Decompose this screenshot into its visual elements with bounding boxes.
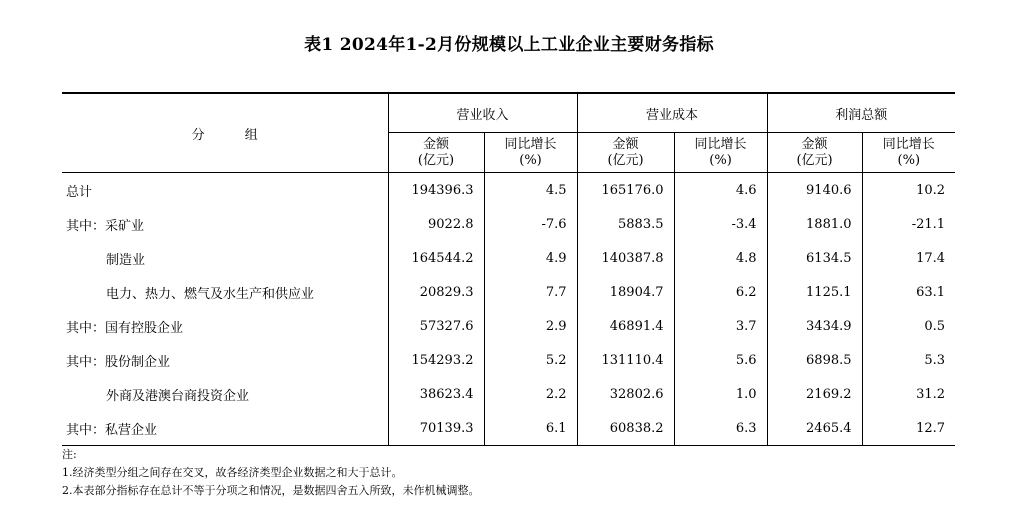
group-column-header: 分 组 — [62, 93, 388, 173]
cost-amount-header: 金额 (亿元) — [577, 133, 674, 173]
revenue-header: 营业收入 — [388, 93, 577, 133]
cost-amount-cell: 18904.7 — [577, 275, 674, 309]
row-label: 总计 — [66, 184, 93, 200]
row-label: 制造业 — [106, 252, 146, 268]
cost-growth-cell: 5.6 — [674, 343, 767, 377]
cost-amount-cell: 140387.8 — [577, 241, 674, 275]
financial-indicators-table — [62, 92, 955, 446]
table-row — [62, 207, 955, 241]
revenue-amount-header: 金额 (亿元) — [388, 133, 484, 173]
table-row — [62, 275, 955, 309]
revenue-amount-cell: 154293.2 — [388, 343, 484, 377]
revenue-growth-cell: 6.1 — [484, 411, 577, 446]
profit-growth-cell: -21.1 — [862, 207, 955, 241]
cost-growth-cell: 4.8 — [674, 241, 767, 275]
profit-amount-cell: 6134.5 — [767, 241, 862, 275]
table-title: 表1 2024年1-2月份规模以上工业企业主要财务指标 — [304, 35, 714, 55]
table-row — [62, 241, 955, 275]
profit-amount-cell: 3434.9 — [767, 309, 862, 343]
profit-amount-cell: 2169.2 — [767, 377, 862, 411]
cost-growth-cell: 6.2 — [674, 275, 767, 309]
revenue-growth-cell: 5.2 — [484, 343, 577, 377]
table-row — [62, 343, 955, 377]
profit-amount-cell: 1881.0 — [767, 207, 862, 241]
profit-growth-cell: 12.7 — [862, 411, 955, 446]
profit-growth-cell: 17.4 — [862, 241, 955, 275]
table-row — [62, 173, 955, 208]
cost-growth-cell: 1.0 — [674, 377, 767, 411]
cost-amount-cell: 131110.4 — [577, 343, 674, 377]
table-body — [62, 173, 955, 446]
revenue-amount-cell: 9022.8 — [388, 207, 484, 241]
profit-amount-cell: 2465.4 — [767, 411, 862, 446]
revenue-growth-header: 同比增长 (%) — [484, 133, 577, 173]
profit-amount-cell: 1125.1 — [767, 275, 862, 309]
row-label: 其中：采矿业 — [66, 218, 145, 234]
row-label: 外商及港澳台商投资企业 — [106, 388, 250, 404]
notes-heading: 注: — [62, 448, 77, 461]
cost-amount-cell: 5883.5 — [577, 207, 674, 241]
profit-growth-header: 同比增长 (%) — [862, 133, 955, 173]
profit-growth-cell: 63.1 — [862, 275, 955, 309]
revenue-growth-cell: 7.7 — [484, 275, 577, 309]
cost-growth-cell: 4.6 — [674, 173, 767, 208]
row-label: 其中：股份制企业 — [66, 354, 171, 370]
table-row — [62, 377, 955, 411]
table-row — [62, 411, 955, 446]
revenue-amount-cell: 57327.6 — [388, 309, 484, 343]
profit-growth-cell: 31.2 — [862, 377, 955, 411]
revenue-amount-cell: 70139.3 — [388, 411, 484, 446]
note-2: 2.本表部分指标存在总计不等于分项之和情况，是数据四舍五入所致，未作机械调整。 — [62, 484, 480, 497]
revenue-growth-cell: 4.9 — [484, 241, 577, 275]
note-1: 1.经济类型分组之间存在交叉，故各经济类型企业数据之和大于总计。 — [62, 466, 403, 479]
cost-header: 营业成本 — [577, 93, 767, 133]
revenue-amount-cell: 194396.3 — [388, 173, 484, 208]
revenue-growth-cell: 2.2 — [484, 377, 577, 411]
profit-amount-header: 金额 (亿元) — [767, 133, 862, 173]
row-label: 其中：国有控股企业 — [66, 320, 184, 336]
cost-growth-cell: 3.7 — [674, 309, 767, 343]
revenue-amount-cell: 38623.4 — [388, 377, 484, 411]
revenue-amount-cell: 164544.2 — [388, 241, 484, 275]
cost-growth-cell: -3.4 — [674, 207, 767, 241]
cost-amount-cell: 165176.0 — [577, 173, 674, 208]
profit-amount-cell: 9140.6 — [767, 173, 862, 208]
table-notes — [62, 446, 480, 500]
profit-amount-cell: 6898.5 — [767, 343, 862, 377]
cost-amount-cell: 60838.2 — [577, 411, 674, 446]
row-label: 电力、热力、燃气及水生产和供应业 — [106, 286, 315, 302]
revenue-amount-cell: 20829.3 — [388, 275, 484, 309]
profit-growth-cell: 0.5 — [862, 309, 955, 343]
row-label: 其中：私营企业 — [62, 411, 388, 446]
revenue-growth-cell: 4.5 — [484, 173, 577, 208]
revenue-growth-cell: 2.9 — [484, 309, 577, 343]
profit-growth-cell: 5.3 — [862, 343, 955, 377]
cost-growth-cell: 6.3 — [674, 411, 767, 446]
profit-growth-cell: 10.2 — [862, 173, 955, 208]
cost-amount-cell: 32802.6 — [577, 377, 674, 411]
profit-header: 利润总额 — [767, 93, 955, 133]
table-row — [62, 309, 955, 343]
cost-growth-header: 同比增长 (%) — [674, 133, 767, 173]
revenue-growth-cell: -7.6 — [484, 207, 577, 241]
cost-amount-cell: 46891.4 — [577, 309, 674, 343]
